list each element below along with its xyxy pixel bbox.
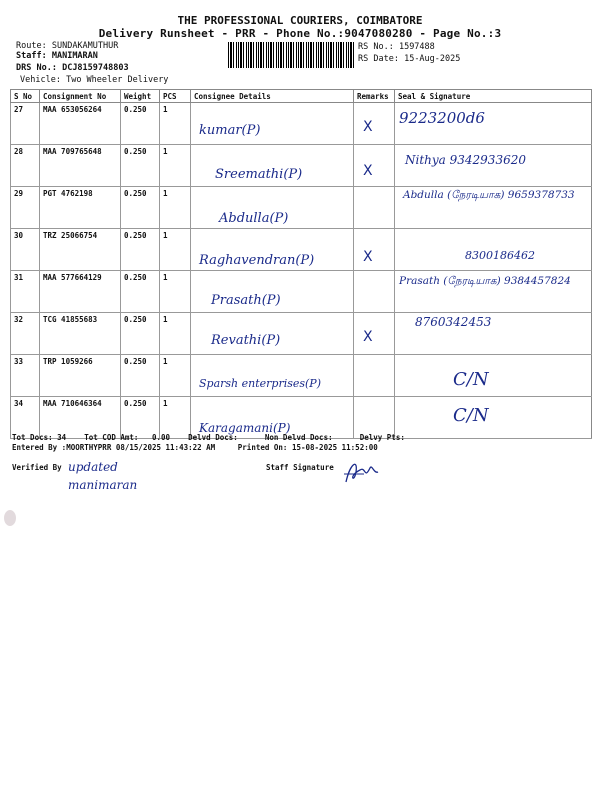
signature-handwriting: 8760342453 (415, 315, 492, 329)
route-value: SUNDAKAMUTHUR (51, 41, 119, 51)
drs-value: DCJ8159748803 (62, 63, 129, 73)
col-sno: S No (11, 90, 40, 103)
weight-cell: 0.250 (121, 313, 160, 355)
sno-cell: 33 (11, 355, 40, 397)
signature-handwriting: C/N (453, 369, 489, 390)
pcs-cell: 1 (160, 187, 191, 229)
table-row (11, 229, 592, 271)
consignment-cell: MAA 653056264 (40, 103, 121, 145)
table-header-row (11, 90, 592, 103)
tot-cod-value: 0.00 (151, 433, 171, 442)
consignee-cell (191, 145, 354, 187)
runsheet-subtitle: Delivery Runsheet - PRR - Phone No.:9047080280 - Page No.:3 (98, 27, 502, 40)
signature-handwriting: Abdulla (நேரடியாக) 9659378733 (403, 189, 575, 201)
table-row (11, 103, 592, 145)
weight-cell: 0.250 (121, 355, 160, 397)
consignee-handwriting: Revathi(P) (211, 333, 281, 348)
consignee-cell (191, 187, 354, 229)
signature-cell (395, 187, 592, 229)
consignment-cell: TRP 1059266 (40, 355, 121, 397)
consignee-handwriting: Prasath(P) (211, 293, 281, 308)
signature-handwriting: Prasath (நேரடியாக) 9384457824 (399, 275, 571, 287)
entered-by-line: Entered By :MOORTHYPRR 08/15/2025 11:43:22 AM Printed On: 15-08-2025 11:52:00 (12, 443, 378, 452)
signature-handwriting: C/N (453, 405, 489, 426)
weight-cell: 0.250 (121, 397, 160, 439)
verified-by-handwriting: updated manimaran (68, 460, 138, 492)
weight-cell: 0.250 (121, 229, 160, 271)
runsheet-table (10, 89, 592, 439)
consignment-cell: MAA 577664129 (40, 271, 121, 313)
pcs-cell: 1 (160, 103, 191, 145)
signature-cell (395, 397, 592, 439)
pcs-cell: 1 (160, 397, 191, 439)
table-row (11, 271, 592, 313)
barcode-image (228, 42, 354, 68)
signature-handwriting: 9223200d6 (399, 109, 485, 127)
col-consignment: Consignment No (40, 90, 121, 103)
consignee-handwriting: Sreemathi(P) (215, 167, 303, 182)
weight-cell: 0.250 (121, 103, 160, 145)
entered-by-value: MOORTHYPRR 08/15/2025 11:43:22 AM (66, 443, 216, 452)
consignee-cell (191, 271, 354, 313)
remarks-cell (354, 229, 395, 271)
staff-value: MANIMARAN (51, 51, 98, 61)
signature-cell (395, 103, 592, 145)
rs-no-line: RS No.: 1597488 (358, 42, 435, 52)
table-row (11, 355, 592, 397)
col-consignee: Consignee Details (191, 90, 354, 103)
signature-cell (395, 313, 592, 355)
drs-line: DRS No.: DCJ8159748803 (16, 63, 129, 73)
signature-cell (395, 229, 592, 271)
signature-handwriting: Nithya 9342933620 (405, 153, 526, 167)
verified-by-label: Verified By (12, 463, 62, 472)
sno-cell: 30 (11, 229, 40, 271)
table-row (11, 313, 592, 355)
signature-handwriting: 8300186462 (465, 249, 535, 262)
col-weight: Weight (121, 90, 160, 103)
remarks-cell (354, 271, 395, 313)
consignee-handwriting: Abdulla(P) (219, 211, 289, 226)
signature-cell (395, 271, 592, 313)
consignee-handwriting: kumar(P) (199, 123, 261, 138)
remarks-cell (354, 355, 395, 397)
consignment-cell: MAA 710646364 (40, 397, 121, 439)
rs-no-value: 1597488 (398, 42, 435, 52)
remarks-cell (354, 145, 395, 187)
pcs-cell: 1 (160, 271, 191, 313)
vehicle-value: Two Wheeler Delivery (66, 75, 169, 85)
col-pcs: PCS (160, 90, 191, 103)
staff-signature-label: Staff Signature (266, 463, 334, 472)
rs-date-value: 15-Aug-2025 (404, 54, 461, 64)
remark-mark: X (363, 163, 373, 179)
remarks-cell (354, 187, 395, 229)
staff-line: Staff: MANIMARAN (16, 51, 98, 61)
col-remarks: Remarks (354, 90, 395, 103)
tot-docs-value: 34 (57, 433, 67, 442)
weight-cell: 0.250 (121, 187, 160, 229)
company-title: THE PROFESSIONAL COURIERS, COIMBATORE (177, 14, 423, 27)
consignee-handwriting: Raghavendran(P) (199, 253, 315, 268)
consignee-cell (191, 313, 354, 355)
table-row (11, 187, 592, 229)
rs-date-line: RS Date: 15-Aug-2025 (358, 54, 461, 64)
vehicle-line: Vehicle: Two Wheeler Delivery (20, 75, 169, 85)
remark-mark: X (363, 249, 373, 265)
pcs-cell: 1 (160, 145, 191, 187)
consignment-cell: TRZ 25066754 (40, 229, 121, 271)
consignment-cell: MAA 709765648 (40, 145, 121, 187)
remarks-cell (354, 103, 395, 145)
consignee-cell (191, 103, 354, 145)
col-signature: Seal & Signature (395, 90, 592, 103)
sno-cell: 27 (11, 103, 40, 145)
totals-line: Tot Docs: 34 Tot COD Amt: 0.00 Delvd Docs: Non Delvd Docs: Delvy Pts: (12, 433, 405, 442)
sno-cell: 29 (11, 187, 40, 229)
sno-cell: 32 (11, 313, 40, 355)
remark-mark: X (363, 119, 373, 135)
pcs-cell: 1 (160, 313, 191, 355)
consignee-handwriting: Sparsh enterprises(P) (199, 377, 322, 390)
route-line: Route: SUNDAKAMUTHUR (16, 41, 119, 51)
scan-smudge (4, 510, 16, 526)
signature-cell (395, 355, 592, 397)
consignee-handwriting: Karagamani(P) (199, 421, 291, 435)
remarks-cell (354, 313, 395, 355)
sno-cell: 31 (11, 271, 40, 313)
sno-cell: 34 (11, 397, 40, 439)
consignment-cell: TCG 41855683 (40, 313, 121, 355)
consignee-cell (191, 355, 354, 397)
consignment-cell: PGT 4762198 (40, 187, 121, 229)
staff-signature-scribble (340, 454, 380, 488)
signature-cell (395, 145, 592, 187)
pcs-cell: 1 (160, 229, 191, 271)
sno-cell: 28 (11, 145, 40, 187)
consignee-cell (191, 229, 354, 271)
printed-on-value: 15-08-2025 11:52:00 (291, 443, 378, 452)
remark-mark: X (363, 329, 373, 345)
weight-cell: 0.250 (121, 271, 160, 313)
table-row (11, 145, 592, 187)
pcs-cell: 1 (160, 355, 191, 397)
weight-cell: 0.250 (121, 145, 160, 187)
